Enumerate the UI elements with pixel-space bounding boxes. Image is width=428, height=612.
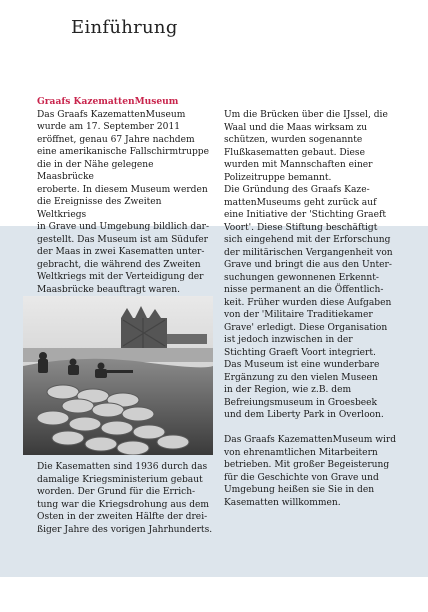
text-line: eroberte. In diesem Museum werden bbox=[37, 184, 208, 195]
text-line: ist jedoch inzwischen in der bbox=[224, 335, 353, 345]
left-top-text bbox=[37, 109, 213, 297]
paragraph-spacer bbox=[224, 422, 402, 435]
text-line: Maasbrücke beauftragt waren. bbox=[37, 284, 181, 295]
text-line: Das Graafs KazemattenMuseum wird bbox=[224, 435, 397, 445]
right-column bbox=[224, 109, 402, 509]
text-line: damalige Kriegsministerium gebaut bbox=[37, 474, 203, 485]
text-line: gebracht, die während des Zweiten bbox=[37, 259, 201, 270]
text-line: Die Kasematten sind 1936 durch das bbox=[37, 462, 208, 472]
text-line: Umgebung heißen sie Sie in den bbox=[224, 485, 375, 495]
text-line: Befreiungsmuseum in Groesbeek bbox=[224, 397, 378, 408]
right-paragraph-1 bbox=[224, 109, 402, 422]
text-line: tung war die Kriegsdrohung aus dem bbox=[37, 499, 210, 510]
text-line: sich eingehend mit der Erforschung bbox=[224, 235, 391, 245]
text-line: eine Initiative der 'Stichting Graeft bbox=[224, 210, 386, 220]
text-line: Die Gründung des Graafs Kaze- bbox=[224, 185, 370, 195]
text-line: mattenMuseums geht zurück auf bbox=[224, 197, 377, 208]
text-line: Kasematten willkommen. bbox=[224, 497, 341, 508]
right-paragraph-2 bbox=[224, 434, 402, 509]
text-line: suchungen gewonnenen Erkennt- bbox=[224, 272, 379, 283]
text-line: der Maas in zwei Kasematten unter- bbox=[37, 247, 205, 257]
text-line: Das Graafs KazemattenMuseum bbox=[37, 109, 186, 120]
text-line: Polizeitruppe bemannt. bbox=[224, 172, 332, 183]
text-line: von der 'Militaire Traditiekamer bbox=[224, 310, 373, 320]
text-line: schützen, wurden sogenannte bbox=[224, 135, 363, 145]
text-line: Waal und die Maas wirksam zu bbox=[224, 122, 368, 133]
text-line: gestellt. Das Museum ist am Südufer bbox=[37, 234, 208, 245]
photo-illustration bbox=[23, 296, 213, 455]
text-line: in Grave und Umgebung bildlich dar- bbox=[37, 222, 210, 232]
text-line: betrieben. Mit großer Begeisterung bbox=[224, 460, 390, 470]
left-column-bottom bbox=[37, 461, 213, 536]
historical-photo bbox=[23, 296, 213, 455]
text-line: Grave' erledigt. Diese Organisation bbox=[224, 322, 388, 333]
text-line: Ergänzung zu den vielen Museen bbox=[224, 372, 378, 383]
text-line: ßiger Jahre des vorigen Jahrhunderts. bbox=[37, 524, 213, 535]
text-line: Osten in der zweiten Hälfte der drei- bbox=[37, 512, 208, 522]
text-line: Flußkasematten gebaut. Diese bbox=[224, 147, 365, 158]
text-line: worden. Der Grund für die Errich- bbox=[37, 487, 196, 497]
text-line: in der Region, wie z.B. dem bbox=[224, 385, 352, 395]
left-column-top bbox=[37, 96, 213, 296]
text-line: die Ereignisse des Zweiten Weltkriegs bbox=[37, 197, 162, 220]
text-line: von ehrenamtlichen Mitarbeitern bbox=[224, 447, 378, 458]
text-line: Um die Brücken über die IJssel, die bbox=[224, 110, 388, 120]
text-line: eröffnet, genau 67 Jahre nachdem bbox=[37, 134, 195, 145]
text-line: nisse permanent an die Öffentlich- bbox=[224, 285, 384, 295]
text-line: keit. Früher wurden diese Aufgaben bbox=[224, 297, 392, 308]
text-line: die in der Nähe gelegene Maasbrücke bbox=[37, 159, 154, 182]
text-line: und dem Liberty Park in Overloon. bbox=[224, 410, 384, 420]
text-line: wurden mit Mannschaften einer bbox=[224, 160, 373, 170]
text-line: Stichting Graeft Voort integriert. bbox=[224, 347, 376, 358]
text-line: Weltkriegs mit der Verteidigung der bbox=[37, 272, 204, 282]
text-line: Das Museum ist eine wunderbare bbox=[224, 360, 380, 370]
text-line: Grave und bringt die aus den Unter- bbox=[224, 260, 392, 270]
page-title: Einführung bbox=[71, 17, 178, 38]
section-heading: Graafs KazemattenMuseum bbox=[37, 96, 179, 107]
text-line: der militärischen Vergangenheit von bbox=[224, 247, 393, 258]
text-line: eine amerikanische Fallschirmtruppe bbox=[37, 147, 209, 157]
text-line: für die Geschichte von Grave und bbox=[224, 472, 379, 483]
left-bottom-text bbox=[37, 461, 213, 536]
text-line: Voort'. Diese Stiftung beschäftigt bbox=[224, 222, 378, 233]
text-line: wurde am 17. September 2011 bbox=[37, 122, 181, 132]
